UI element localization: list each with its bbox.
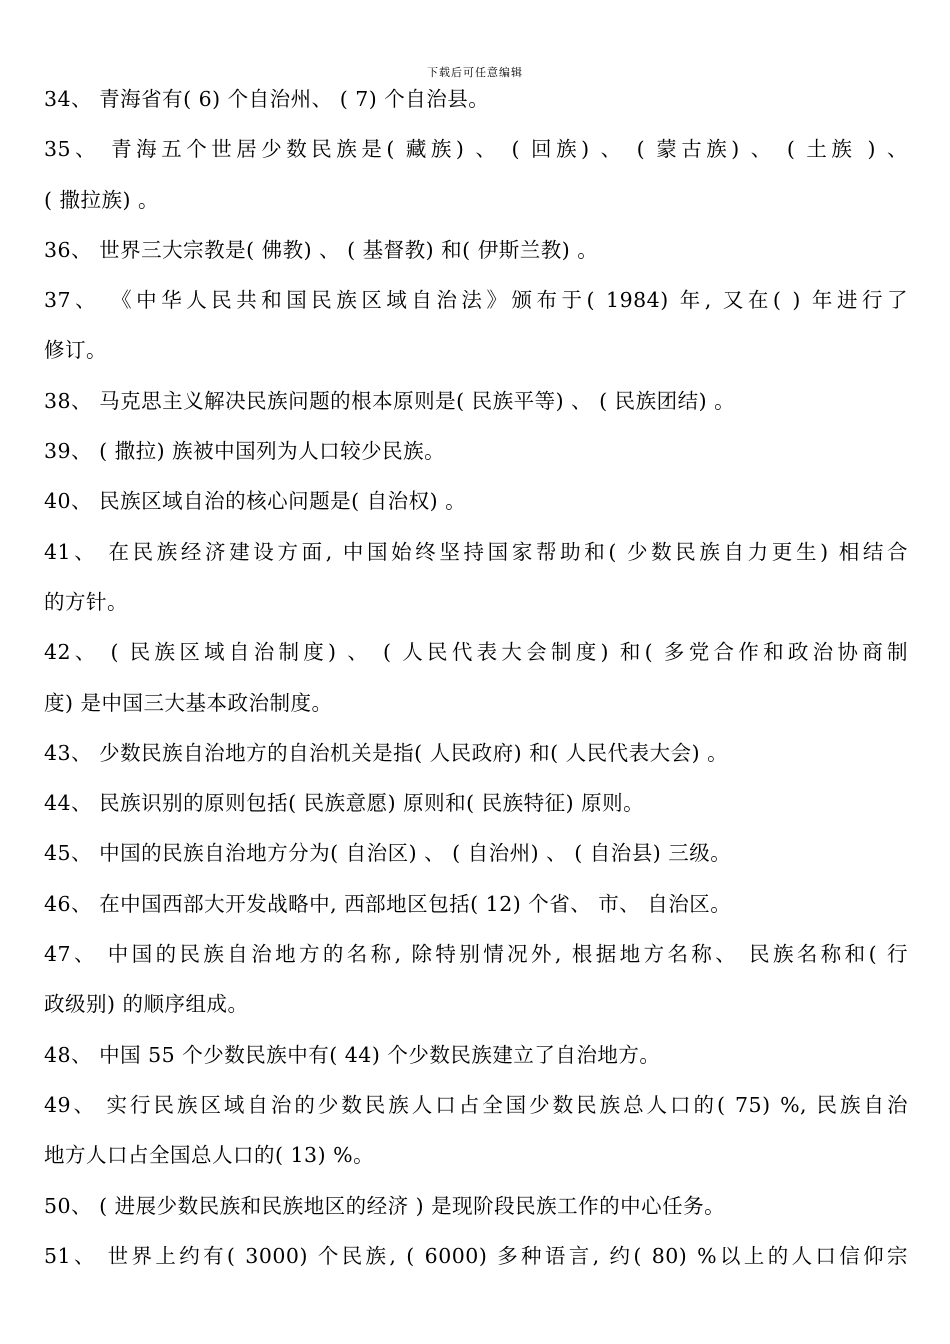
question-line: 34、 青海省有( 6) 个自治州、 ( 7) 个自治县。 bbox=[44, 87, 490, 111]
question-line: 40、 民族区域自治的核心问题是( 自治权) 。 bbox=[44, 489, 467, 514]
question-line: 37、 《中华人民共和国民族区域自治法》颁布于( 1984) 年, 又在( ) 年进行了 bbox=[44, 288, 908, 313]
question-line: 45、 中国的民族自治地方分为( 自治区) 、 ( 自治州) 、 ( 自治县) 三级。 bbox=[44, 841, 732, 866]
question-line: 41、 在民族经济建设方面, 中国始终坚持国家帮助和( 少数民族自力更生) 相结合 bbox=[44, 539, 908, 564]
question-line: 49、 实行民族区域自治的少数民族人口占全国少数民族总人口的( 75) %, 民族自治 bbox=[44, 1092, 908, 1117]
page-header: 下载后可任意编辑 bbox=[427, 66, 523, 79]
question-line: 50、 ( 进展少数民族和民族地区的经济 ) 是现阶段民族工作的中心任务。 bbox=[44, 1193, 726, 1218]
question-line: 39、 ( 撒拉) 族被中国列为人口较少民族。 bbox=[44, 439, 446, 464]
question-line: 地方人口占全国总人口的( 13) %。 bbox=[44, 1143, 375, 1168]
question-line: 35、 青海五个世居少数民族是( 藏族) 、 ( 回族) 、 ( 蒙古族) 、 ( 土族 ) 、 bbox=[44, 137, 908, 162]
document-body bbox=[44, 74, 908, 1281]
question-line: 44、 民族识别的原则包括( 民族意愿) 原则和( 民族特征) 原则。 bbox=[44, 791, 645, 816]
question-line: 51、 世界上约有( 3000) 个民族, ( 6000) 多种语言, 约( 80) %以上的人口信仰宗 bbox=[44, 1243, 908, 1268]
question-line: 46、 在中国西部大开发战略中, 西部地区包括( 12) 个省、 市、 自治区。 bbox=[44, 891, 732, 916]
question-line: 度) 是中国三大基本政治制度。 bbox=[44, 690, 333, 715]
question-line: 的方针。 bbox=[44, 589, 128, 614]
question-line: ( 撒拉族) 。 bbox=[44, 187, 160, 212]
question-line: 47、 中国的民族自治地方的名称, 除特别情况外, 根据地方名称、 民族名称和( 行 bbox=[44, 942, 908, 967]
question-line: 42、 ( 民族区域自治制度) 、 ( 人民代表大会制度) 和( 多党合作和政治协商制 bbox=[44, 640, 908, 665]
question-line: 政级别) 的顺序组成。 bbox=[44, 992, 249, 1017]
question-line: 48、 中国 55 个少数民族中有( 44) 个少数民族建立了自治地方。 bbox=[44, 1042, 661, 1067]
question-line: 36、 世界三大宗教是( 佛教) 、 ( 基督教) 和( 伊斯兰教) 。 bbox=[44, 237, 599, 262]
question-line: 修订。 bbox=[44, 338, 107, 363]
question-line: 38、 马克思主义解决民族问题的根本原则是( 民族平等) 、 ( 民族团结) 。 bbox=[44, 388, 736, 413]
question-line: 43、 少数民族自治地方的自治机关是指( 人民政府) 和( 人民代表大会) 。 bbox=[44, 740, 729, 765]
